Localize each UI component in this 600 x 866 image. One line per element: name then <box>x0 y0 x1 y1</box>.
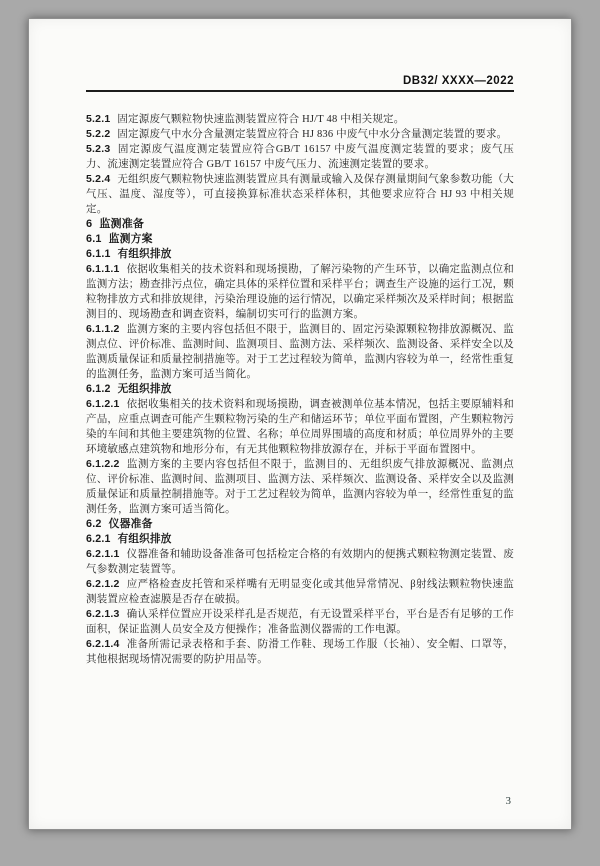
clause-6.1.2.2 <box>86 457 514 517</box>
document-content <box>86 112 514 667</box>
heading-text: 有组织排放 <box>117 248 172 260</box>
header-divider <box>86 90 514 92</box>
clause-6.2.1.3 <box>86 607 514 637</box>
clause-number: 6.2.1.3 <box>86 608 120 620</box>
heading-number: 6.1 <box>86 233 102 245</box>
heading-6.2.1 <box>86 532 514 547</box>
clause-text: 应严格检查皮托管和采样嘴有无明显变化或其他异常情况、β射线法颗粒物快速监测装置应检查滤膜是否存在破损。 <box>86 579 514 605</box>
heading-6.2 <box>86 517 514 532</box>
heading-text: 有组织排放 <box>117 533 172 545</box>
clause-number: 6.1.2.2 <box>86 458 120 470</box>
clause-6.1.1.1 <box>86 262 514 322</box>
heading-6.1.1 <box>86 247 514 262</box>
clause-5.2.1 <box>86 112 514 127</box>
clause-5.2.3 <box>86 142 514 172</box>
clause-text: 依据收集相关的技术资料和现场摸勘，调查被测单位基本情况，包括主要原辅料和产品，应重点调查可能产生颗粒物污染的生产和储运环节；单位平面布置图，产生颗粒物污染的车间和其他主要建筑物的位置、名称；单位周界围墙的高度和材质；单位周界外的主要环境敏感点建筑物和地形分布，有无其他颗粒物排放源存在，并标于平面布置图中。 <box>86 399 514 455</box>
clause-number: 5.2.1 <box>86 113 111 125</box>
clause-5.2.4 <box>86 172 514 217</box>
clause-text: 无组织废气颗粒物快速监测装置应具有测量或输入及保存测量期间气象参数功能（大气压、温度、湿度等），可直接换算标准状态采样体积，其他要求应符合 HJ 93 中相关规定。 <box>86 174 514 215</box>
clause-text: 确认采样位置应开设采样孔是否规范，有无设置采样平台，平台是否有足够的工作面积，保证监测人员安全及方便操作；准备监测仪器需的工作电源。 <box>86 609 514 635</box>
clause-text: 固定源废气颗粒物快速监测装置应符合 HJ/T 48 中相关规定。 <box>117 114 405 125</box>
clause-text: 监测方案的主要内容包括但不限于，监测目的、固定污染源颗粒物排放源概况、监测点位、评价标准、监测时间、监测项目、监测方法、采样频次、监测设备、采样安全以及监测质量保证和质量控制措施等。对于工艺过程较为简单，监测内容较为单一，经常性重复的监测任务，监测方案可适当简化。 <box>86 324 514 380</box>
page-header <box>86 75 514 92</box>
clause-text: 准备所需记录表格和手套、防滑工作鞋、现场工作服（长袖）、安全帽、口罩等，其他根据现场情况需要的防护用品等。 <box>86 639 514 665</box>
heading-number: 6.2.1 <box>86 533 111 545</box>
clause-text: 固定源废气温度测定装置应符合GB/T 16157 中废气温度测定装置的要求；废气压力、流速测定装置应符合 GB/T 16157 中废气压力、流速测定装置的要求。 <box>86 144 514 170</box>
clause-number: 6.2.1.1 <box>86 548 120 560</box>
page-footer <box>506 795 512 807</box>
clause-6.2.1.2 <box>86 577 514 607</box>
heading-6 <box>86 217 514 232</box>
clause-5.2.2 <box>86 127 514 142</box>
clause-text: 监测方案的主要内容包括但不限于，监测目的、无组织废气排放源概况、监测点位、评价标准、监测时间、监测项目、监测方法、采样频次、监测设备、采样安全以及监测质量保证和质量控制措施等。对于工艺过程较为简单，监测内容较为单一，经常性重复的监测任务，监测方案可适当简化。 <box>86 459 514 515</box>
heading-6.1 <box>86 232 514 247</box>
clause-number: 5.2.3 <box>86 143 111 155</box>
clause-6.2.1.1 <box>86 547 514 577</box>
clause-6.1.1.2 <box>86 322 514 382</box>
heading-number: 6 <box>86 218 93 230</box>
clause-text: 固定源废气中水分含量测定装置应符合 HJ 836 中废气中水分含量测定装置的要求。 <box>117 129 508 140</box>
heading-number: 6.1.2 <box>86 383 111 395</box>
page-number: 3 <box>505 795 511 807</box>
clause-6.1.2.1 <box>86 397 514 457</box>
clause-number: 6.2.1.4 <box>86 638 120 650</box>
clause-number: 6.1.1.2 <box>86 323 120 335</box>
clause-number: 5.2.4 <box>86 173 111 185</box>
heading-text: 监测准备 <box>99 218 145 230</box>
heading-text: 监测方案 <box>108 233 153 245</box>
heading-text: 仪器准备 <box>108 518 153 530</box>
document-number: DB32/ XXXX—2022 <box>402 75 514 87</box>
clause-text: 仪器准备和辅助设备准备可包括检定合格的有效期内的便携式颗粒物测定装置、废气参数测定装置等。 <box>86 549 514 575</box>
clause-6.2.1.4 <box>86 637 514 667</box>
clause-number: 6.2.1.2 <box>86 578 120 590</box>
clause-number: 5.2.2 <box>86 128 111 140</box>
heading-text: 无组织排放 <box>117 383 172 395</box>
heading-number: 6.1.1 <box>86 248 111 260</box>
heading-6.1.2 <box>86 382 514 397</box>
document-page <box>28 18 572 830</box>
clause-number: 6.1.2.1 <box>86 398 120 410</box>
clause-text: 依据收集相关的技术资料和现场摸勘，了解污染物的产生环节，以确定监测点位和监测方法；勘查排污点位，确定具体的采样位置和采样平台；调查生产设施的运行工况，颗粒物排放方式和排放规律，污染治理设施的运行情况，以确定采样频次及采样时间；根据监测目的、现场勘查和调查资料，编制切实可行的监测方案。 <box>86 264 514 320</box>
heading-number: 6.2 <box>86 518 102 530</box>
clause-number: 6.1.1.1 <box>86 263 120 275</box>
